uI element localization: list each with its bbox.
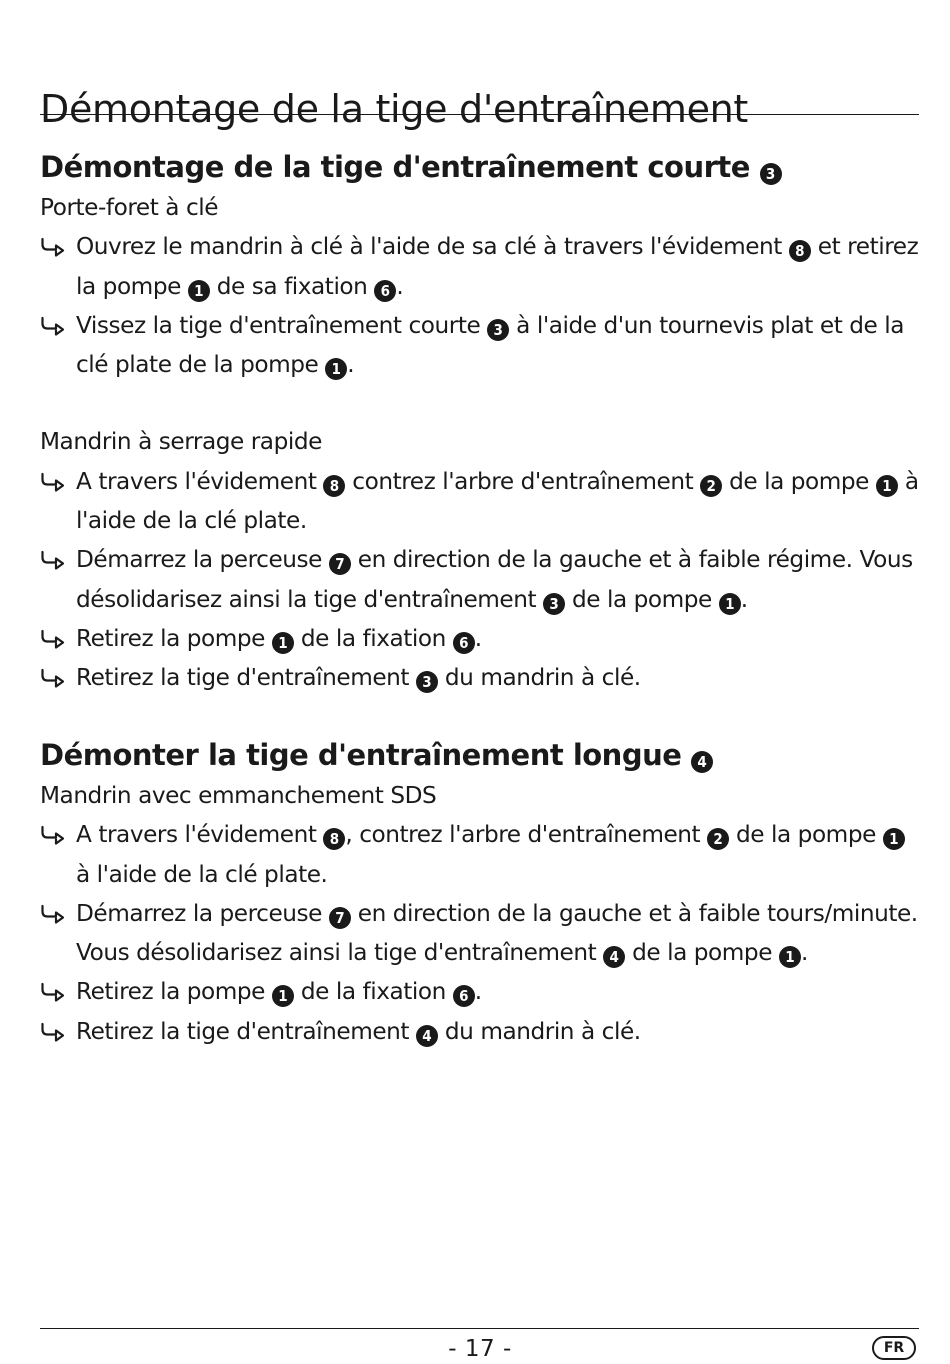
section-short-shaft [40, 146, 919, 698]
instruction-text-fragment: à l'aide de la clé plate. [76, 860, 328, 888]
instruction-step [40, 894, 919, 973]
part-number-icon: 3 [416, 671, 438, 693]
instruction-text-fragment: à l'aide d'un tournevis plat et de la clé plate de la pompe [76, 311, 905, 379]
instruction-step [40, 462, 919, 541]
right-arrow-icon [40, 823, 66, 847]
part-number-icon: 1 [883, 828, 905, 850]
instruction-step [40, 658, 919, 697]
instruction-text [76, 227, 919, 306]
group-spacer [40, 384, 919, 422]
instruction-text-fragment: et retirez la pompe [76, 233, 919, 300]
instruction-text-fragment: Retirez la tige d'entraînement [76, 664, 416, 692]
part-number-icon: 2 [707, 828, 729, 850]
instruction-step [40, 972, 919, 1011]
instruction-step [40, 540, 919, 619]
instruction-step [40, 306, 919, 385]
instruction-text-fragment: Vissez la tige d'entraînement courte [76, 311, 488, 339]
right-arrow-icon [40, 314, 66, 338]
part-number-icon: 7 [329, 907, 351, 929]
part-number-icon: 8 [323, 828, 345, 850]
part-number-icon: 3 [760, 163, 782, 185]
title-divider [40, 114, 919, 115]
instruction-text [76, 815, 919, 894]
instruction-text-fragment: , contrez l'arbre d'entraînement [345, 821, 708, 849]
part-number-icon: 1 [779, 946, 801, 968]
instruction-text-fragment: Retirez la tige d'entraînement [76, 1017, 416, 1045]
instruction-step [40, 619, 919, 658]
part-number-icon: 6 [374, 280, 396, 302]
instruction-text-fragment: A travers l'évidement [76, 821, 324, 849]
part-number-icon: 6 [453, 632, 475, 654]
right-arrow-icon [40, 235, 66, 259]
instruction-text-fragment: de la pompe [565, 585, 719, 613]
instruction-text [76, 462, 919, 541]
instruction-text [76, 619, 919, 658]
section-heading [40, 734, 919, 776]
instruction-text-fragment: de la fixation [293, 624, 453, 652]
part-number-icon: 1 [325, 358, 347, 380]
part-number-icon: 8 [789, 240, 811, 262]
instruction-text-fragment: à l'aide de la clé plate. [76, 467, 919, 535]
instruction-text [76, 540, 919, 619]
instruction-text [76, 972, 919, 1011]
instruction-text-fragment: Retirez la pompe [76, 624, 272, 652]
part-number-icon: 2 [700, 475, 722, 497]
instruction-text-fragment: en direction de la gauche et à faible tours/minute. Vous désolidarisez ainsi la tige d'entraînement [76, 899, 918, 967]
instruction-text-fragment: de la pompe [625, 939, 779, 967]
subheading: Mandrin avec emmanchement SDS [40, 782, 437, 809]
part-number-icon: 1 [272, 985, 294, 1007]
instruction-text-fragment: . [800, 939, 808, 967]
instruction-text-fragment: . [347, 351, 355, 379]
instruction-text-fragment: en direction de la gauche et à faible régime. Vous désolidarisez ainsi la tige d'entraînement [76, 546, 913, 613]
instruction-text-fragment: . [474, 978, 482, 1006]
right-arrow-icon [40, 666, 66, 690]
instruction-text-fragment: Retirez la pompe [76, 978, 272, 1006]
instruction-text [76, 658, 919, 697]
part-number-icon: 4 [416, 1025, 438, 1047]
instruction-text [76, 1012, 919, 1051]
instruction-text [76, 894, 919, 973]
instruction-text-fragment: de la fixation [293, 978, 453, 1006]
right-arrow-icon [40, 1020, 66, 1044]
instruction-text-fragment: . [740, 585, 748, 613]
instruction-text-fragment: Démarrez la perceuse [76, 899, 329, 927]
section-heading-text: Démonter la tige d'entraînement longue [40, 738, 682, 772]
instruction-text-fragment: contrez l'arbre d'entraînement [345, 467, 701, 495]
part-number-icon: 7 [329, 553, 351, 575]
footer-divider [40, 1328, 919, 1329]
instruction-step [40, 227, 919, 306]
instruction-step [40, 815, 919, 894]
instruction-text-fragment: . [396, 272, 404, 300]
subheading: Mandrin à serrage rapide [40, 428, 322, 456]
part-number-icon: 1 [272, 632, 294, 654]
section-long-shaft [40, 734, 919, 1051]
right-arrow-icon [40, 627, 66, 651]
right-arrow-icon [40, 980, 66, 1004]
instruction-text-fragment: du mandrin à clé. [437, 1017, 641, 1045]
page-number: - 17 - [448, 1336, 512, 1362]
part-number-icon: 1 [876, 475, 898, 497]
right-arrow-icon [40, 902, 66, 926]
section-heading [40, 146, 919, 188]
part-number-icon: 1 [188, 280, 210, 302]
part-number-icon: 1 [719, 593, 741, 615]
language-badge: FR [872, 1336, 916, 1360]
instruction-text-fragment: de la pompe [722, 467, 876, 495]
instruction-text-fragment: du mandrin à clé. [437, 664, 641, 692]
part-number-icon: 3 [543, 593, 565, 615]
section-heading-text: Démontage de la tige d'entraînement courte [40, 150, 750, 184]
part-number-icon: 8 [323, 475, 345, 497]
right-arrow-icon [40, 548, 66, 572]
part-number-icon: 4 [603, 946, 625, 968]
instruction-text-fragment: Ouvrez le mandrin à clé à l'aide de sa clé à travers l'évidement [76, 233, 789, 261]
part-number-icon: 6 [453, 985, 475, 1007]
instruction-text-fragment: Démarrez la perceuse [76, 546, 329, 574]
subheading: Porte-foret à clé [40, 194, 219, 221]
instruction-text-fragment: de la pompe [729, 821, 883, 849]
part-number-icon: 3 [487, 319, 509, 341]
instruction-text-fragment: A travers l'évidement [76, 467, 324, 495]
page-title: Démontage de la tige d'entraînement [40, 87, 749, 132]
right-arrow-icon [40, 470, 66, 494]
instruction-text [76, 306, 919, 385]
instruction-text-fragment: . [474, 624, 482, 652]
part-number-icon: 4 [691, 751, 713, 773]
instruction-text-fragment: de sa fixation [209, 272, 375, 300]
instruction-step [40, 1012, 919, 1051]
